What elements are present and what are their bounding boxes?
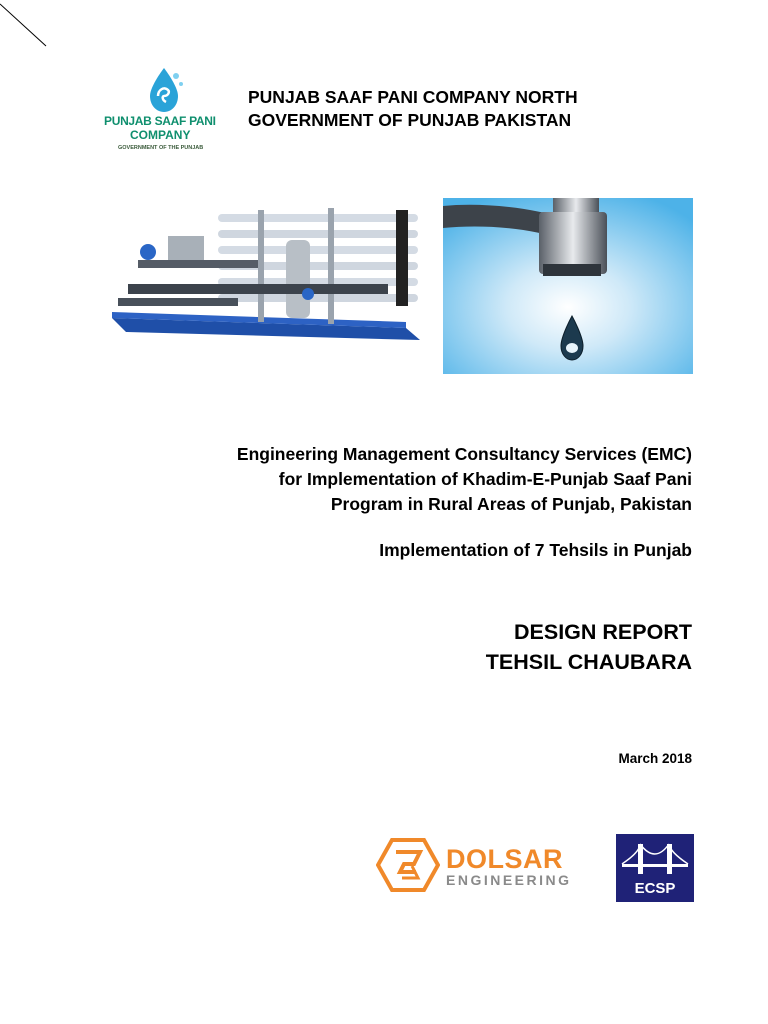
dolsar-subtitle: ENGINEERING [446, 872, 572, 888]
dolsar-hexagon-icon [376, 838, 440, 892]
water-tap-image [443, 198, 693, 374]
report-title-line2: TEHSIL CHAUBARA [485, 650, 692, 674]
corner-line [0, 0, 50, 50]
project-line3: Program in Rural Areas of Punjab, Pakistan [330, 494, 692, 514]
dolsar-name: DOLSAR [446, 844, 563, 874]
pspc-logo-line1: PUNJAB SAAF PANI [104, 114, 216, 128]
project-subtitle: Implementation of 7 Tehsils in Punjab [379, 540, 692, 560]
project-line2: for Implementation of Khadim-E-Punjab Saaf Pani [278, 469, 692, 489]
ecsp-logo [616, 834, 694, 902]
header-line2: GOVERNMENT OF PUNJAB PAKISTAN [248, 110, 572, 130]
pspc-logo-line3: GOVERNMENT OF THE PUNJAB [118, 145, 204, 151]
pspc-logo [104, 66, 232, 162]
report-date: March 2018 [618, 751, 692, 766]
header-line1: PUNJAB SAAF PANI COMPANY NORTH [248, 87, 578, 107]
bridge-icon [616, 834, 694, 880]
pspc-logo-line2: COMPANY [130, 128, 191, 142]
ecsp-name: ECSP [634, 880, 676, 897]
dolsar-logo [376, 838, 598, 892]
project-line1: Engineering Management Consultancy Services (EMC) [236, 444, 692, 464]
report-title-line1: DESIGN REPORT [514, 620, 692, 644]
water-drop-icon [140, 66, 188, 114]
water-treatment-plant-image [108, 200, 426, 350]
